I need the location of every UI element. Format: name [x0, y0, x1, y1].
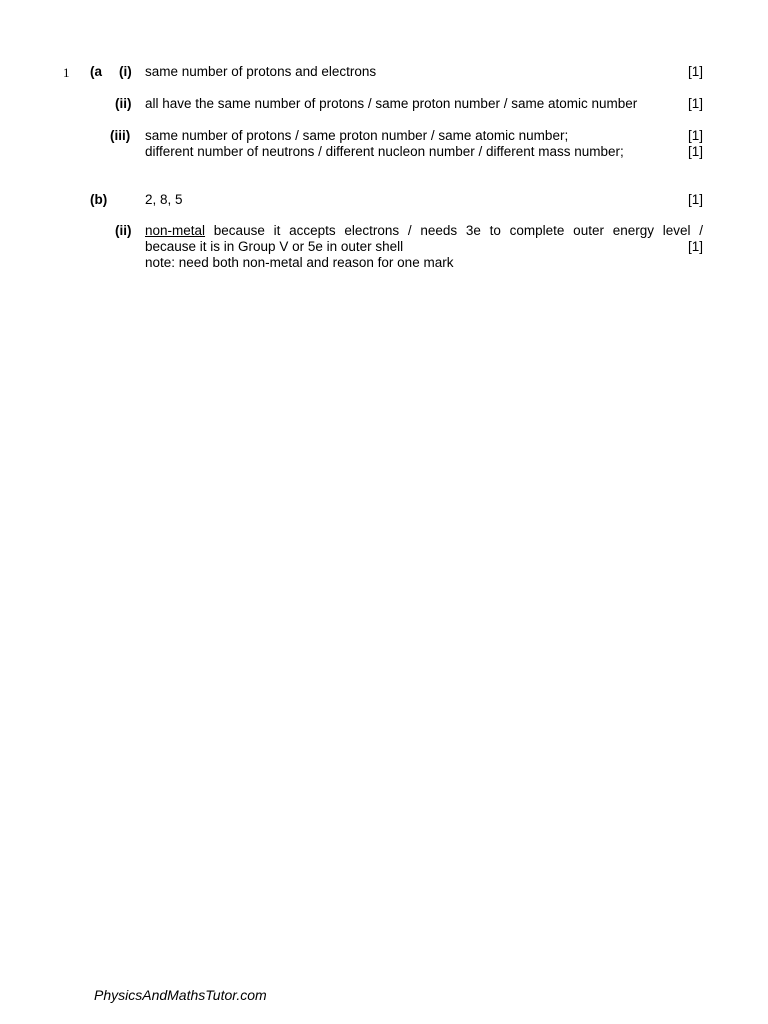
question-number: 1 [63, 65, 70, 80]
part-a-iii-mark-2: [1] [687, 144, 703, 159]
part-a-i-mark: [1] [687, 64, 703, 79]
part-b-ii-reason: because it accepts electrons / needs 3e to complete outer energy level / [205, 223, 703, 238]
part-a-i-answer: same number of protons and electrons [145, 64, 377, 79]
part-b-ii-label: (ii) [115, 223, 132, 238]
part-b-label: (b) [90, 192, 108, 207]
part-b-ii-answer-line-1 [145, 223, 703, 239]
part-a-ii-label: (ii) [115, 96, 132, 111]
part-a-iii-answer-line-1: same number of protons / same proton number / same atomic number; [145, 128, 569, 143]
non-metal-keyword: non-metal [145, 223, 206, 238]
part-a-iii-answer-line-2: different number of neutrons / different nucleon number / different mass number; [145, 144, 624, 159]
footer-brand: PhysicsAndMathsTutor.com [94, 987, 267, 1003]
part-b-ii-mark: [1] [687, 239, 703, 254]
part-a-ii-mark: [1] [687, 96, 703, 111]
part-b-i-mark: [1] [687, 192, 703, 207]
part-a-iii-mark-1: [1] [687, 128, 703, 143]
part-a-i-label: (i) [119, 64, 132, 79]
part-a-ii-answer: all have the same number of protons / same proton number / same atomic number [145, 96, 638, 111]
part-b-ii-answer-line-2: because it is in Group V or 5e in outer shell [145, 239, 404, 254]
part-b-i-answer: 2, 8, 5 [145, 192, 183, 207]
part-a-iii-label: (iii) [110, 128, 131, 143]
part-b-ii-note: note: need both non-metal and reason for one mark [145, 255, 454, 270]
part-a-label: (a [90, 64, 103, 79]
